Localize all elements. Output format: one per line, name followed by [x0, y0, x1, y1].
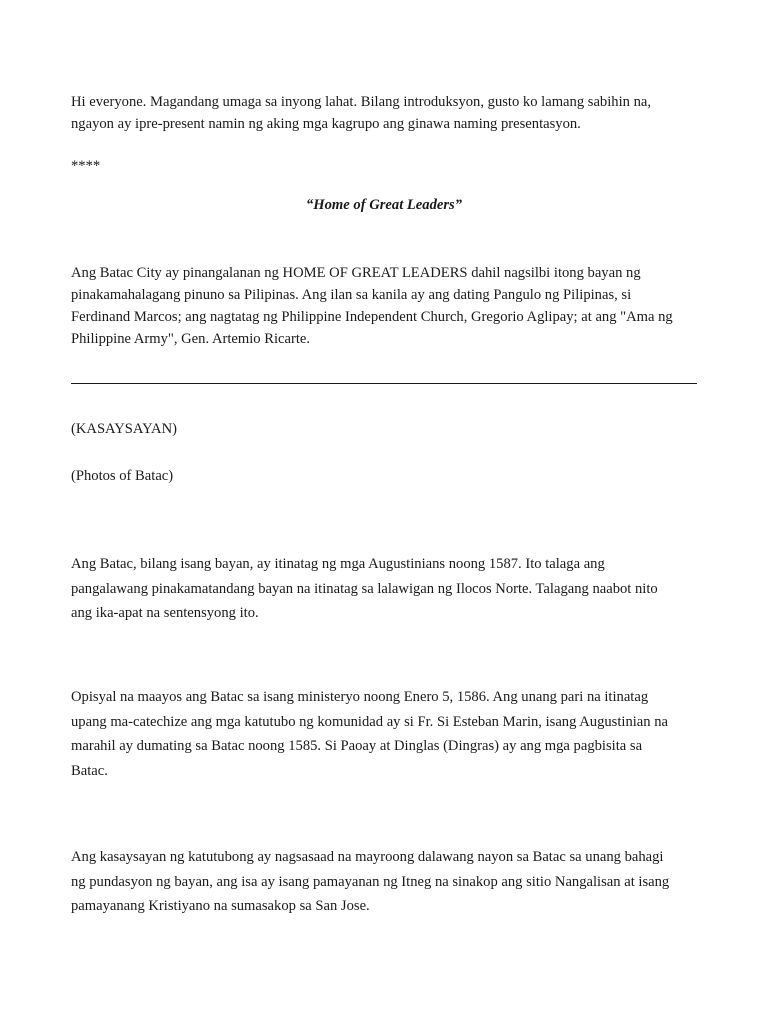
history-line: ang ika-apat na sentensyong ito.: [71, 605, 259, 621]
section-title: “Home of Great Leaders”: [305, 197, 463, 213]
history-line: upang ma-catechize ang mga katutubo ng komunidad ay si Fr. Si Esteban Marin, isang Augustinian na: [71, 713, 669, 730]
history-line: pamayanang Kristiyano na sumasakop sa San Jose.: [71, 898, 370, 914]
history-paragraph-2: [71, 685, 711, 783]
batac-city-paragraph: [71, 262, 711, 350]
intro-line: ngayon ay ipre-present namin ng aking mga kagrupo ang ginawa naming presentasyon.: [71, 116, 581, 132]
history-line: pangalawang pinakamatandang bayan na itinatag sa lalawigan ng Ilocos Norte. Talagang naabot nito: [71, 580, 658, 597]
intro-paragraph: [71, 91, 711, 135]
history-paragraph-3: [71, 845, 711, 919]
history-line: ng pundasyon ng bayan, ang isa ay isang pamayanan ng Itneg na sinakop ang sitio Nangalisan at isang: [71, 873, 670, 890]
intro-line: Hi everyone. Magandang umaga sa inyong lahat. Bilang introduksyon, gusto ko lamang sabihin na,: [71, 94, 651, 110]
section-separator-stars: ****: [71, 158, 101, 174]
history-line: Batac.: [71, 762, 108, 779]
history-line: Opisyal na maayos ang Batac sa isang ministeryo noong Enero 5, 1586. Ang unang pari na itinatag: [71, 689, 649, 705]
horizontal-rule: [71, 383, 697, 384]
photos-note: (Photos of Batac): [71, 468, 174, 484]
history-line: Ang Batac, bilang isang bayan, ay itinatag ng mga Augustinians noong 1587. Ito talaga ang: [71, 556, 605, 572]
batac-city-line: Ang Batac City ay pinangalanan ng HOME OF GREAT LEADERS dahil nagsilbi itong bayan ng: [71, 265, 641, 281]
history-line: Ang kasaysayan ng katutubong ay nagsasaad na mayroong dalawang nayon sa Batac sa unang bahagi: [71, 849, 664, 865]
kasaysayan-heading: (KASAYSAYAN): [71, 421, 177, 437]
batac-city-line: pinakamahalagang pinuno sa Pilipinas. Ang ilan sa kanila ay ang dating Pangulo ng Pilipinas, si: [71, 287, 632, 303]
batac-city-line: Ferdinand Marcos; ang nagtatag ng Philippine Independent Church, Gregorio Aglipay; at ang "Ama ng: [71, 309, 673, 325]
batac-city-line: Philippine Army", Gen. Artemio Ricarte.: [71, 331, 311, 347]
history-paragraph-1: [71, 552, 711, 626]
history-line: marahil ay dumating sa Batac noong 1585. Si Paoay at Dinglas (Dingras) ay ang mga pagbisita sa: [71, 738, 643, 754]
